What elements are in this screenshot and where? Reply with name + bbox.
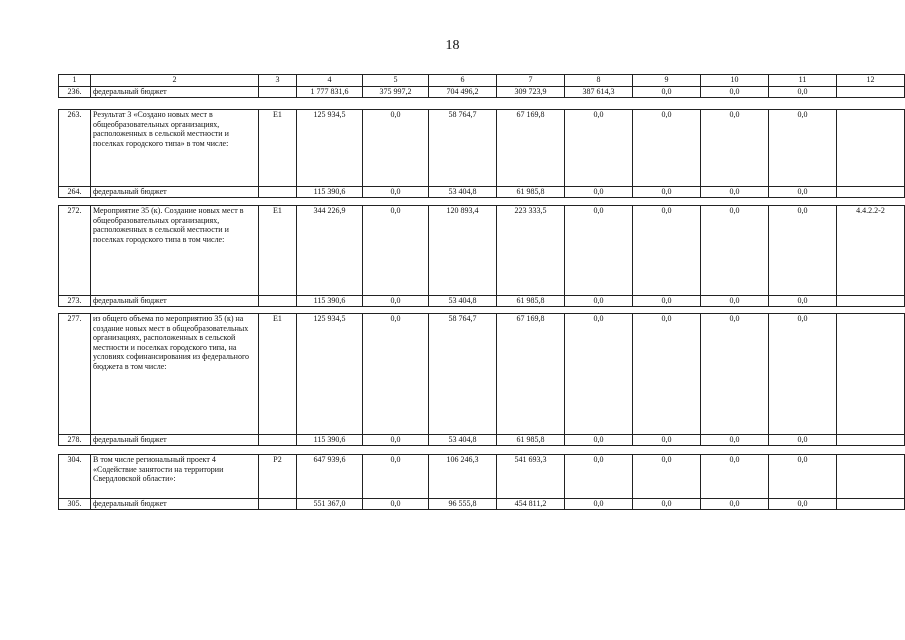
value-cell: 375 997,2: [363, 87, 429, 98]
value-cell: 0,0: [363, 296, 429, 307]
header-cell: 9: [633, 75, 701, 87]
value-cell: 387 614,3: [565, 87, 633, 98]
table-row: [59, 314, 905, 435]
value-cell: 0,0: [363, 499, 429, 510]
value-cell: 0,0: [633, 110, 701, 187]
value-cell: 0,0: [633, 314, 701, 435]
table-row: [59, 87, 905, 98]
table-row: [59, 455, 905, 499]
code-cell: Е1: [259, 110, 297, 187]
row-number-cell: 264.: [59, 187, 91, 198]
value-cell: 0,0: [701, 206, 769, 296]
value-cell: 0,0: [565, 187, 633, 198]
value-cell: 58 764,7: [429, 314, 497, 435]
row-number-cell: 236.: [59, 87, 91, 98]
header-cell: 4: [297, 75, 363, 87]
row-number-cell: 272.: [59, 206, 91, 296]
value-cell: 647 939,6: [297, 455, 363, 499]
value-cell: 61 985,8: [497, 296, 565, 307]
code-cell: Е1: [259, 314, 297, 435]
value-cell: 0,0: [769, 499, 837, 510]
code-cell: Р2: [259, 455, 297, 499]
value-cell: 0,0: [701, 187, 769, 198]
row-number-cell: 304.: [59, 455, 91, 499]
value-cell: 0,0: [701, 455, 769, 499]
value-cell: 53 404,8: [429, 187, 497, 198]
description-cell: федеральный бюджет: [91, 87, 259, 98]
value-cell: 344 226,9: [297, 206, 363, 296]
description-cell: федеральный бюджет: [91, 187, 259, 198]
row-number-cell: 305.: [59, 499, 91, 510]
code-cell: [259, 435, 297, 446]
value-cell: 0,0: [633, 187, 701, 198]
value-cell: 106 246,3: [429, 455, 497, 499]
code-cell: [259, 187, 297, 198]
value-cell: 115 390,6: [297, 296, 363, 307]
value-cell: 0,0: [701, 435, 769, 446]
value-cell: 0,0: [363, 435, 429, 446]
target-code-cell: [837, 455, 905, 499]
value-cell: 0,0: [363, 187, 429, 198]
value-cell: 0,0: [363, 314, 429, 435]
value-cell: 67 169,8: [497, 314, 565, 435]
value-cell: 223 333,5: [497, 206, 565, 296]
value-cell: 115 390,6: [297, 187, 363, 198]
description-cell: из общего объема по мероприятию 35 (к) на создание новых мест в общеобразовательных организациях, расположенных в сельской местности и поселках городского типа, на условиях софинансирования из федерального бюджета в том числе:: [91, 314, 259, 435]
row-number-cell: 278.: [59, 435, 91, 446]
value-cell: 0,0: [633, 499, 701, 510]
value-cell: 0,0: [565, 110, 633, 187]
value-cell: 0,0: [701, 87, 769, 98]
code-cell: [259, 87, 297, 98]
header-cell: 3: [259, 75, 297, 87]
code-cell: [259, 296, 297, 307]
value-cell: 0,0: [769, 110, 837, 187]
row-number-cell: 273.: [59, 296, 91, 307]
description-cell: федеральный бюджет: [91, 499, 259, 510]
target-code-cell: 4.4.2.2-2: [837, 206, 905, 296]
value-cell: 0,0: [769, 314, 837, 435]
value-cell: 0,0: [565, 206, 633, 296]
value-cell: 0,0: [363, 455, 429, 499]
value-cell: 115 390,6: [297, 435, 363, 446]
value-cell: 53 404,8: [429, 296, 497, 307]
value-cell: 0,0: [769, 455, 837, 499]
header-cell: 1: [59, 75, 91, 87]
header-cell: 8: [565, 75, 633, 87]
description-cell: Мероприятие 35 (к). Создание новых мест в общеобразовательных организациях, расположенных в сельской местности и поселках городского типа в том числе:: [91, 206, 259, 296]
value-cell: 0,0: [633, 435, 701, 446]
budget-table-block-304: [58, 454, 905, 510]
value-cell: 67 169,8: [497, 110, 565, 187]
header-cell: 5: [363, 75, 429, 87]
value-cell: 309 723,9: [497, 87, 565, 98]
table-row: [59, 110, 905, 187]
target-code-cell: [837, 110, 905, 187]
target-code-cell: [837, 296, 905, 307]
value-cell: 0,0: [769, 87, 837, 98]
value-cell: 0,0: [633, 87, 701, 98]
value-cell: 0,0: [565, 455, 633, 499]
target-code-cell: [837, 87, 905, 98]
value-cell: 120 893,4: [429, 206, 497, 296]
value-cell: 0,0: [769, 206, 837, 296]
description-cell: В том числе региональный проект 4 «Содействие занятости на территории Свердловской области»:: [91, 455, 259, 499]
description-cell: федеральный бюджет: [91, 296, 259, 307]
code-cell: [259, 499, 297, 510]
value-cell: 96 555,8: [429, 499, 497, 510]
value-cell: 0,0: [769, 435, 837, 446]
header-cell: 11: [769, 75, 837, 87]
row-number-cell: 277.: [59, 314, 91, 435]
value-cell: 125 934,5: [297, 314, 363, 435]
header-cell: 12: [837, 75, 905, 87]
value-cell: 125 934,5: [297, 110, 363, 187]
value-cell: 0,0: [565, 499, 633, 510]
description-cell: Результат 3 «Создано новых мест в общеобразовательных организациях, расположенных в сельской местности и поселках городского типа» в том числе:: [91, 110, 259, 187]
value-cell: 1 777 831,6: [297, 87, 363, 98]
value-cell: 61 985,8: [497, 435, 565, 446]
table-row: [59, 435, 905, 446]
budget-table-header-block: [58, 74, 905, 98]
description-cell: федеральный бюджет: [91, 435, 259, 446]
header-cell: 2: [91, 75, 259, 87]
value-cell: 541 693,3: [497, 455, 565, 499]
value-cell: 0,0: [565, 314, 633, 435]
header-cell: 10: [701, 75, 769, 87]
value-cell: 0,0: [565, 296, 633, 307]
value-cell: 58 764,7: [429, 110, 497, 187]
budget-table-block-272: [58, 205, 905, 307]
target-code-cell: [837, 314, 905, 435]
value-cell: 61 985,8: [497, 187, 565, 198]
value-cell: 0,0: [701, 296, 769, 307]
table-row: [59, 187, 905, 198]
value-cell: 0,0: [701, 314, 769, 435]
value-cell: 0,0: [565, 435, 633, 446]
table-row: [59, 206, 905, 296]
value-cell: 0,0: [633, 296, 701, 307]
table-row: [59, 499, 905, 510]
table-row: [59, 296, 905, 307]
value-cell: 53 404,8: [429, 435, 497, 446]
value-cell: 0,0: [769, 187, 837, 198]
value-cell: 0,0: [363, 110, 429, 187]
page-number: 18: [445, 38, 460, 53]
header-cell: 7: [497, 75, 565, 87]
code-cell: Е1: [259, 206, 297, 296]
header-cell: 6: [429, 75, 497, 87]
value-cell: 0,0: [363, 206, 429, 296]
value-cell: 0,0: [701, 110, 769, 187]
value-cell: 704 496,2: [429, 87, 497, 98]
value-cell: 0,0: [769, 296, 837, 307]
row-number-cell: 263.: [59, 110, 91, 187]
value-cell: 0,0: [633, 206, 701, 296]
target-code-cell: [837, 187, 905, 198]
value-cell: 0,0: [701, 499, 769, 510]
target-code-cell: [837, 435, 905, 446]
target-code-cell: [837, 499, 905, 510]
value-cell: 551 367,0: [297, 499, 363, 510]
value-cell: 0,0: [633, 455, 701, 499]
budget-table-block-277: [58, 313, 905, 446]
budget-table-block-263: [58, 109, 905, 198]
column-number-header-row: [59, 75, 905, 87]
value-cell: 454 811,2: [497, 499, 565, 510]
